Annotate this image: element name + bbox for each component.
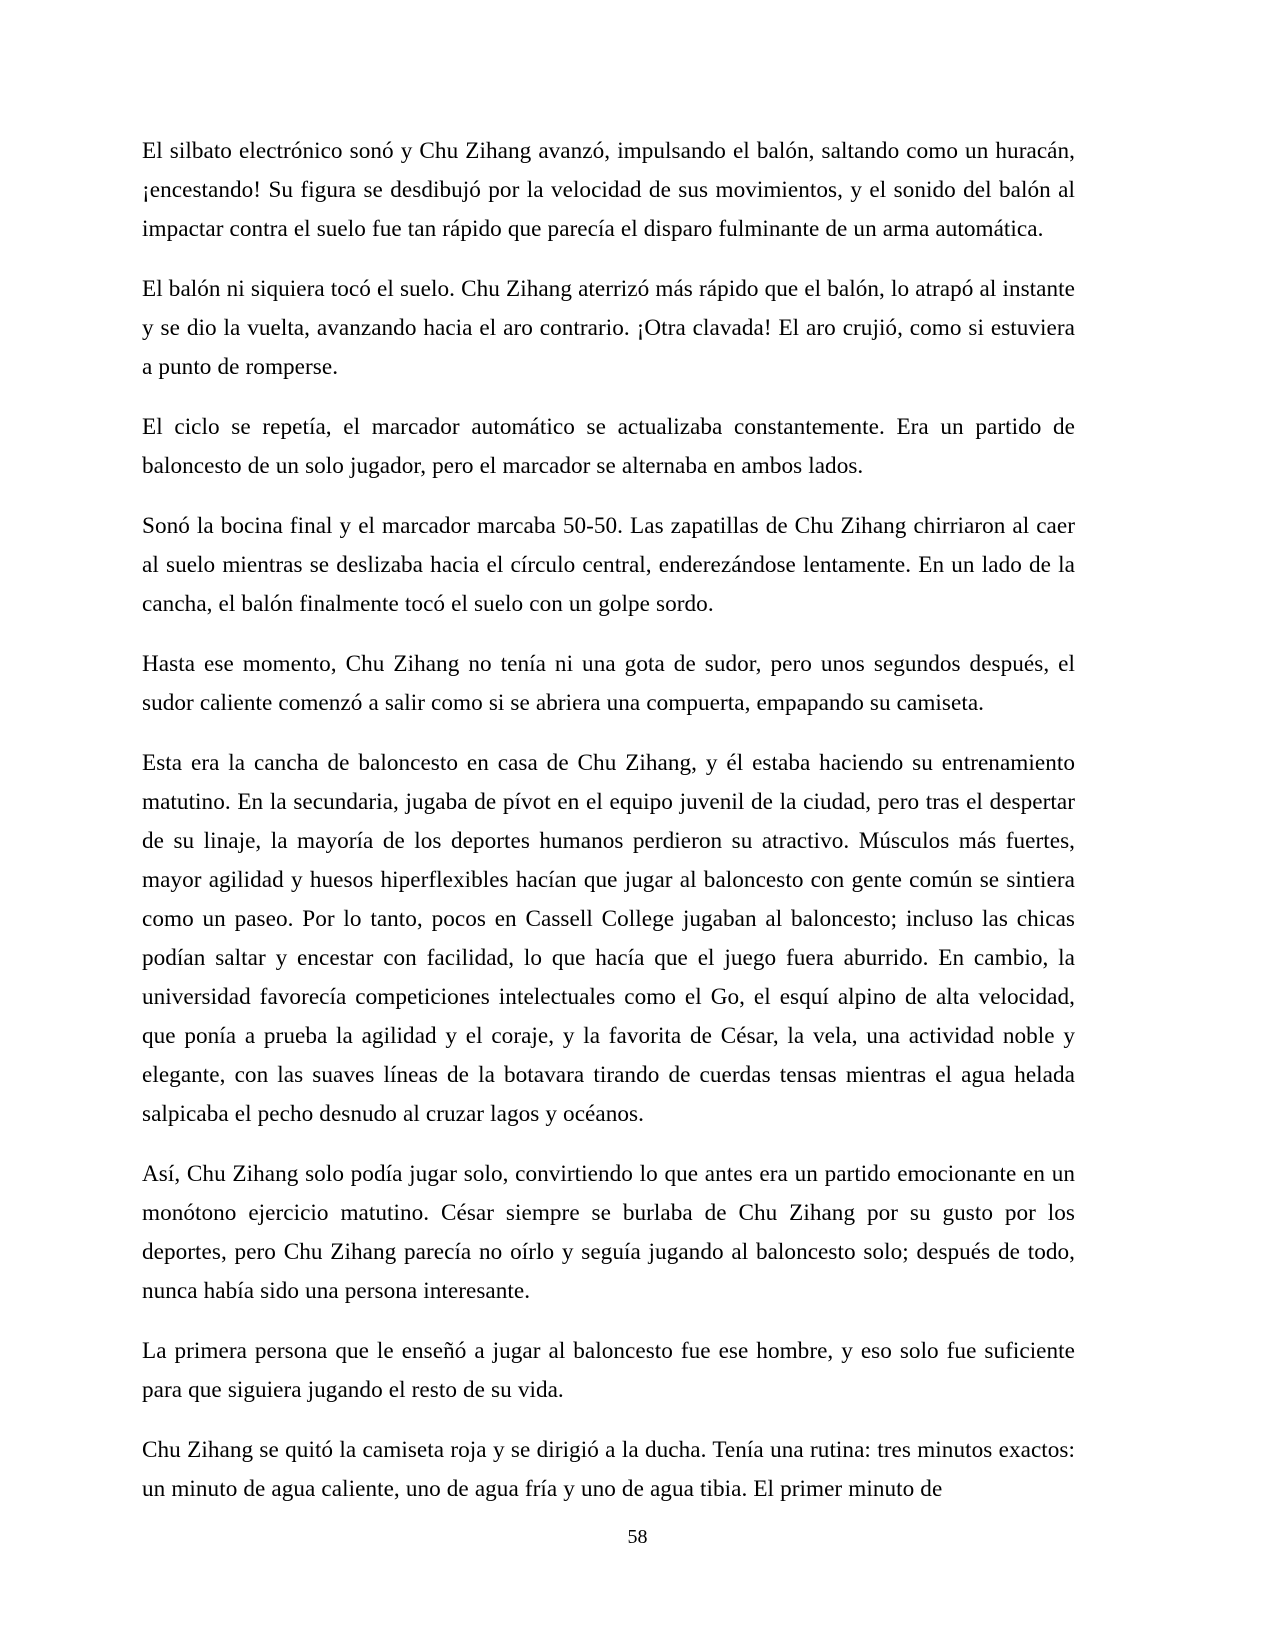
body-text-column [142,132,1075,1509]
body-paragraph: Así, Chu Zihang solo podía jugar solo, convirtiendo lo que antes era un partido emocionante en un monótono ejercicio matutino. César siempre se burlaba de Chu Zihang por su gusto por los deportes, pero Chu Zihang parecía no oírlo y seguía jugando al baloncesto solo; después de todo, nunca había sido una persona interesante. [142,1161,1075,1304]
body-paragraph: El silbato electrónico sonó y Chu Zihang avanzó, impulsando el balón, saltando como un huracán, ¡encestando! Su figura se desdibujó por la velocidad de sus movimientos, y el sonido del balón al impactar contra el suelo fue tan rápido que parecía el disparo fulminante de un arma automática. [142,138,1075,242]
body-paragraph: La primera persona que le enseñó a jugar al baloncesto fue ese hombre, y eso solo fue suficiente para que siguiera jugando el resto de su vida. [142,1338,1075,1403]
body-paragraph: Hasta ese momento, Chu Zihang no tenía ni una gota de sudor, pero unos segundos después, el sudor caliente comenzó a salir como si se abriera una compuerta, empapando su camiseta. [142,651,1075,716]
body-paragraph: Esta era la cancha de baloncesto en casa de Chu Zihang, y él estaba haciendo su entrenamiento matutino. En la secundaria, jugaba de pívot en el equipo juvenil de la ciudad, pero tras el despertar de su linaje, la mayoría de los deportes humanos perdieron su atractivo. Músculos más fuertes, mayor agilidad y huesos hiperflexibles hacían que jugar al baloncesto con gente común se sintiera como un paseo. Por lo tanto, pocos en Cassell College jugaban al baloncesto; incluso las chicas podían saltar y encestar con facilidad, lo que hacía que el juego fuera aburrido. En cambio, la universidad favorecía competiciones intelectuales como el Go, el esquí alpino de alta velocidad, que ponía a prueba la agilidad y el coraje, y la favorita de César, la vela, una actividad noble y elegante, con las suaves líneas de la botavara tirando de cuerdas tensas mientras el agua helada salpicaba el pecho desnudo al cruzar lagos y océanos. [142,750,1075,1127]
page-number: 58 [627,1526,648,1548]
body-paragraph: El ciclo se repetía, el marcador automático se actualizaba constantemente. Era un partido de baloncesto de un solo jugador, pero el marcador se alternaba en ambos lados. [142,414,1075,479]
body-paragraph: El balón ni siquiera tocó el suelo. Chu Zihang aterrizó más rápido que el balón, lo atrapó al instante y se dio la vuelta, avanzando hacia el aro contrario. ¡Otra clavada! El aro crujió, como si estuviera a punto de romperse. [142,276,1075,380]
body-paragraph: Sonó la bocina final y el marcador marcaba 50-50. Las zapatillas de Chu Zihang chirriaron al caer al suelo mientras se deslizaba hacia el círculo central, enderezándose lentamente. En un lado de la cancha, el balón finalmente tocó el suelo con un golpe sordo. [142,513,1075,617]
body-paragraph: Chu Zihang se quitó la camiseta roja y se dirigió a la ducha. Tenía una rutina: tres minutos exactos: un minuto de agua caliente, uno de agua fría y uno de agua tibia. El primer minuto de [142,1437,1075,1502]
